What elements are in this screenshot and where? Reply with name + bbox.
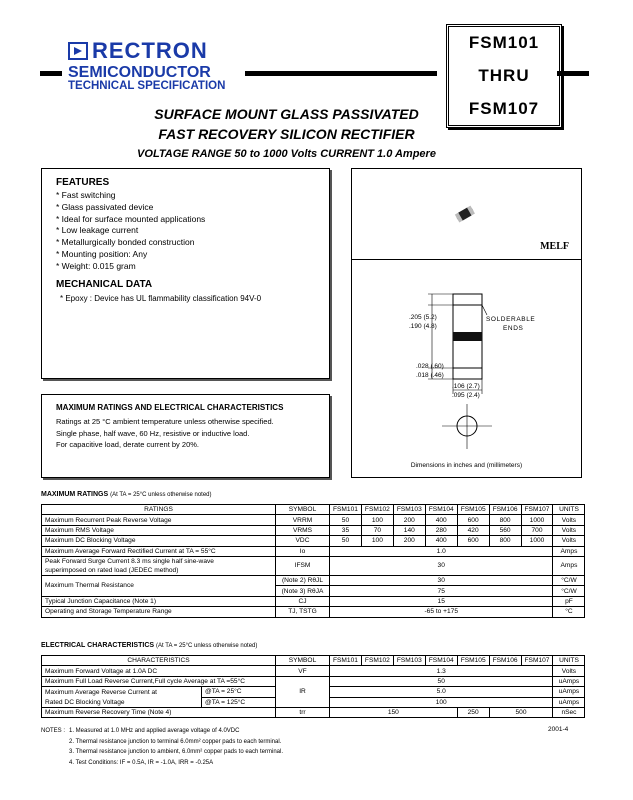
header-cell: UNITS [553, 656, 585, 666]
row-label: Maximum Average Forward Rectified Current at TA = 55°C [42, 546, 276, 556]
header-cell: CHARACTERISTICS [42, 656, 276, 666]
row-unit: nSec [553, 707, 585, 717]
table-row [42, 666, 585, 676]
elec-title [41, 642, 257, 649]
row-value: 100 [361, 536, 393, 546]
row-symbol: VDC [276, 536, 330, 546]
row-value: 1.3 [330, 666, 553, 676]
row-label: Maximum RMS Voltage [42, 525, 276, 535]
row-value: 100 [361, 515, 393, 525]
notes [41, 726, 283, 768]
row-unit: uAmps [553, 697, 585, 707]
table-header-row [42, 505, 585, 515]
row-label: Maximum Full Load Reverse Current,Full cycle Average at TA =55°C [42, 676, 276, 686]
row-label: Operating and Storage Temperature Range [42, 607, 276, 617]
note-item: 1. Measured at 1.0 MHz and applied average voltage of 4.0VDC [69, 728, 240, 734]
row-value: -65 to +175 [330, 607, 553, 617]
header-rule-mid [245, 71, 437, 76]
note-item: 2. Thermal resistance junction to terminal 6.0mm² copper pads to each terminal. [69, 738, 282, 745]
header-cell: FSM103 [393, 656, 425, 666]
ends-label: ENDS [503, 325, 524, 332]
dimension-note: Dimensions in inches and (millimeters) [410, 462, 523, 469]
row-value: 100 [330, 697, 553, 707]
header-cell: RATINGS [42, 505, 276, 515]
part-first: FSM101 [468, 33, 540, 53]
row-value: 280 [425, 525, 457, 535]
row-unit: Amps [553, 546, 585, 556]
rectron-logo [68, 38, 208, 64]
header-cell: UNITS [553, 505, 585, 515]
rectron-logo-icon [68, 42, 88, 60]
row-value: 250 [457, 707, 489, 717]
header-cell: FSM107 [521, 505, 553, 515]
row-unit: Volts [553, 515, 585, 525]
package-name: MELF [540, 241, 569, 252]
row-label: Maximum Forward Voltage at 1.0A DC [42, 666, 276, 676]
row-label: Maximum Reverse Recovery Time (Note 4) [42, 707, 276, 717]
notes-list [69, 726, 283, 768]
row-unit: °C/W [553, 575, 585, 585]
semiconductor-label: SEMICONDUCTOR [68, 64, 211, 81]
dim-dia-max: .106 (2.7) [452, 383, 480, 390]
solderable-label: SOLDERABLE [486, 316, 536, 323]
row-value: 600 [457, 515, 489, 525]
features-box [41, 168, 330, 379]
feature-item: * Glass passivated device [56, 201, 154, 212]
ratings-note-line: Ratings at 25 °C ambient temperature unless otherwise specified. [56, 417, 274, 426]
feature-item: * Weight: 0.015 gram [56, 260, 136, 271]
row-value: 800 [489, 515, 521, 525]
header-cell: FSM103 [393, 505, 425, 515]
feature-item: * Ideal for surface mounted applications [56, 213, 206, 224]
elec-title-note: (At TA = 25°C unless otherwise noted) [156, 643, 258, 649]
brand-name: RECTRON [92, 38, 208, 63]
row-symbol: CJ [276, 596, 330, 606]
row-value: 35 [330, 525, 362, 535]
row-symbol: VF [276, 666, 330, 676]
row-value: 150 [330, 707, 458, 717]
row-unit: Volts [553, 536, 585, 546]
row-value: 140 [393, 525, 425, 535]
document-code: 2001-4 [548, 726, 569, 733]
elec-table [41, 655, 585, 718]
table-row [42, 536, 585, 546]
part-last: FSM107 [468, 98, 540, 118]
row-label-line: superimposed on rated load (JEDEC method) [45, 566, 179, 574]
row-unit: Volts [553, 666, 585, 676]
table-row [42, 607, 585, 617]
row-label [42, 556, 276, 575]
row-symbol: Io [276, 546, 330, 556]
header-cell: FSM104 [425, 656, 457, 666]
mechanical-heading: MECHANICAL DATA [56, 278, 153, 290]
row-value: 15 [330, 596, 553, 606]
row-symbol: trr [276, 707, 330, 717]
features-list [56, 190, 329, 273]
mechanical-item: * Epoxy : Device has UL flammability classification 94V-0 [60, 293, 262, 303]
table-row [42, 546, 585, 556]
table-row [42, 596, 585, 606]
dim-dia-min: .095 (2.4) [452, 392, 480, 399]
header-cell: FSM105 [457, 656, 489, 666]
header-cell: FSM102 [361, 656, 393, 666]
dim-end-max: .028 (.60) [416, 363, 444, 370]
ratings-note-line: Single phase, half wave, 60 Hz, resistive or inductive load. [56, 428, 250, 438]
row-symbol: IFSM [276, 556, 330, 575]
max-ratings-table [41, 504, 585, 618]
feature-item: * Mounting position: Any [56, 248, 148, 259]
row-value: 500 [489, 707, 553, 717]
row-value: 200 [393, 536, 425, 546]
row-symbol: IR [276, 676, 330, 707]
max-ratings-title-note: (At TA = 25°C unless otherwise noted) [110, 492, 212, 498]
row-symbol: VRRM [276, 515, 330, 525]
row-unit: Amps [553, 556, 585, 575]
row-value: 30 [330, 556, 553, 575]
ratings-note-heading: MAXIMUM RATINGS AND ELECTRICAL CHARACTERISTICS [56, 403, 284, 412]
row-unit: uAmps [553, 676, 585, 686]
row-label: Maximum Average Reverse Current at [42, 687, 202, 697]
table-row [42, 575, 585, 585]
row-symbol: (Note 2) RθJL [276, 575, 330, 585]
header-cell: FSM106 [489, 656, 521, 666]
feature-item: * Fast switching [56, 190, 116, 200]
feature-item: * Low leakage current [56, 225, 139, 236]
row-label-line: Peak Forward Surge Current 8.3 ms single half sine-wave [45, 557, 214, 565]
tech-spec-label: TECHNICAL SPECIFICATION [68, 80, 226, 92]
table-row [42, 676, 585, 686]
row-value: 50 [330, 536, 362, 546]
notes-label: NOTES : [41, 728, 66, 734]
row-symbol: TJ, TSTG [276, 607, 330, 617]
row-label: Maximum Thermal Resistance [42, 575, 276, 596]
row-label: Maximum DC Blocking Voltage [42, 536, 276, 546]
table-header-row [42, 656, 585, 666]
header-cell: FSM107 [521, 656, 553, 666]
header-cell: SYMBOL [276, 656, 330, 666]
row-value: 70 [361, 525, 393, 535]
dim-end-min: .018 (.46) [416, 372, 444, 379]
row-condition: @TA = 125°C [202, 697, 276, 707]
dim-length-max: .205 (5.2) [409, 314, 437, 321]
table-row [42, 707, 585, 717]
row-value: 400 [425, 515, 457, 525]
features-heading: FEATURES [56, 177, 110, 188]
header-cell: FSM101 [330, 656, 362, 666]
row-value: 50 [330, 676, 553, 686]
melf-dimension-drawing [352, 259, 581, 459]
row-value: 1000 [521, 515, 553, 525]
row-value: 50 [330, 515, 362, 525]
elec-title-text: ELECTRICAL CHARACTERISTICS [41, 642, 155, 649]
row-symbol: VRMS [276, 525, 330, 535]
row-value: 1000 [521, 536, 553, 546]
row-value: 75 [330, 586, 553, 596]
header-cell: SYMBOL [276, 505, 330, 515]
notes-row [41, 726, 283, 768]
row-unit: °C [553, 607, 585, 617]
header-cell: FSM101 [330, 505, 362, 515]
row-unit: Volts [553, 525, 585, 535]
row-label: Maximum Recurrent Peak Reverse Voltage [42, 515, 276, 525]
note-item: 4. Test Conditions: IF = 0.5A, IR = -1.0A, IRR = -0.25A [69, 759, 214, 766]
row-value: 1.0 [330, 546, 553, 556]
row-value: 560 [489, 525, 521, 535]
header-cell: FSM105 [457, 505, 489, 515]
row-condition: @TA = 25°C [202, 687, 276, 697]
max-ratings-title [41, 491, 212, 498]
table-row [42, 515, 585, 525]
row-value: 400 [425, 536, 457, 546]
title-line-2: FAST RECOVERY SILICON RECTIFIER [158, 126, 415, 142]
note-item: 3. Thermal resistance junction to ambient, 6.0mm² copper pads to each terminal. [69, 749, 284, 755]
max-ratings-title-text: MAXIMUM RATINGS [41, 491, 109, 498]
row-value: 600 [457, 536, 489, 546]
voltage-range: VOLTAGE RANGE 50 to 1000 Volts CURRENT 1.0 Ampere [137, 148, 436, 160]
row-value: 420 [457, 525, 489, 535]
header-rule-left [40, 71, 62, 76]
row-value: 30 [330, 575, 553, 585]
title-line-1: SURFACE MOUNT GLASS PASSIVATED [154, 106, 419, 122]
header-cell: FSM102 [361, 505, 393, 515]
ratings-note-box [41, 394, 330, 478]
ratings-note-line: For capacitive load, derate current by 20%. [56, 440, 199, 449]
feature-item: * Metallurgically bonded construction [56, 237, 195, 248]
row-label: Typical Junction Capacitance (Note 1) [42, 596, 276, 606]
row-value: 5.0 [330, 687, 553, 697]
row-unit: °C/W [553, 586, 585, 596]
header-cell: FSM104 [425, 505, 457, 515]
part-thru: THRU [478, 65, 530, 85]
package-diagram-box [351, 168, 582, 478]
table-row [42, 556, 585, 575]
dim-length-min: .190 (4.8) [409, 323, 437, 330]
row-unit: uAmps [553, 687, 585, 697]
row-symbol: (Note 3) RθJA [276, 586, 330, 596]
row-value: 700 [521, 525, 553, 535]
row-value: 200 [393, 515, 425, 525]
table-row [42, 525, 585, 535]
row-label: Rated DC Blocking Voltage [42, 697, 202, 707]
header-cell: FSM106 [489, 505, 521, 515]
row-unit: pF [553, 596, 585, 606]
row-value: 800 [489, 536, 521, 546]
